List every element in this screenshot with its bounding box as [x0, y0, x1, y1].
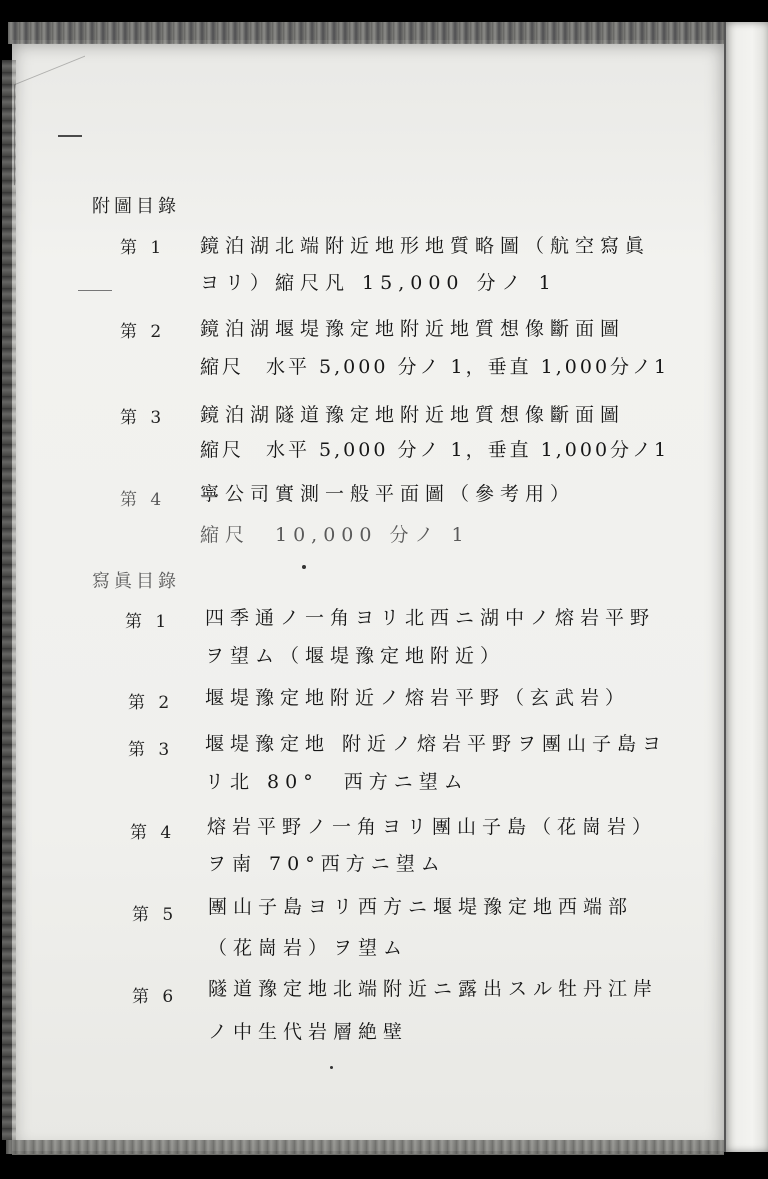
photo-number: 第 2 — [128, 693, 174, 713]
photo-number: 第 4 — [130, 823, 176, 843]
figure-number: 第 3 — [120, 408, 166, 428]
photo-number: 第 1 — [125, 612, 171, 632]
figure-title-line: 鏡泊湖堰堤豫定地附近地質想像斷面圖 — [200, 318, 626, 340]
figure-title-line: 鏡泊湖隧道豫定地附近地質想像斷面圖 — [200, 404, 626, 426]
photo-caption-line: ヲ南 70°西方ニ望ム — [207, 853, 446, 875]
photo-caption-line: ヲ望ム（堰堤豫定地附近） — [205, 645, 506, 667]
photo-caption-line: 堰堤豫定地 附近ノ熔岩平野ヲ團山子島ヨ — [205, 733, 668, 755]
photos-heading: 寫眞目錄 — [92, 571, 180, 592]
photo-caption-line: 四季通ノ一角ヨリ北西ニ湖中ノ熔岩平野 — [205, 607, 656, 629]
margin-dash — [58, 135, 82, 137]
figures-heading: 附圖目錄 — [92, 196, 180, 217]
photo-caption-line: ノ中生代岩層絶壁 — [208, 1021, 409, 1043]
next-page-edge — [724, 22, 768, 1152]
figure-title-line: 鏡泊湖北端附近地形地質略圖（航空寫眞 — [200, 235, 651, 257]
figure-title-line: 縮尺 水平 5,000 分ノ 1，垂直 1,000分ノ1 — [200, 439, 670, 461]
figure-title-line: 縮尺 水平 5,000 分ノ 1，垂直 1,000分ノ1 — [200, 356, 670, 378]
photo-caption-line: （花崗岩）ヲ望ム — [208, 937, 409, 959]
binding-edge — [2, 60, 16, 1140]
figure-title-line: 縮尺 10,000 分ノ 1 — [200, 524, 470, 546]
photo-number: 第 6 — [132, 987, 178, 1007]
photo-caption-line: 團山子島ヨリ西方ニ堰堤豫定地西端部 — [208, 896, 634, 918]
figure-number: 第 1 — [120, 238, 166, 258]
ink-speck — [330, 1066, 333, 1069]
ink-speck — [302, 565, 306, 569]
bottom-edge — [6, 1140, 724, 1154]
figure-number: 第 2 — [120, 322, 166, 342]
top-torn-edge — [8, 22, 724, 44]
photo-caption-line: リ北 80° 西方ニ望ム — [205, 771, 469, 793]
photo-caption-line: 熔岩平野ノ一角ヨリ團山子島（花崗岩） — [207, 816, 658, 838]
photo-caption-line: 隧道豫定地北端附近ニ露出スル牡丹江岸 — [208, 978, 659, 1000]
photo-number: 第 3 — [128, 740, 174, 760]
margin-dash — [78, 290, 112, 291]
figure-number: 第 4 — [120, 490, 166, 510]
figure-title-line: ヨリ）縮尺凡 15,000 分ノ 1 — [200, 272, 557, 294]
figure-title-line: 寧公司實測一般平面圖（參考用） — [200, 483, 576, 505]
photo-caption-line: 堰堤豫定地附近ノ熔岩平野（玄武岩） — [205, 687, 631, 709]
photo-number: 第 5 — [132, 905, 178, 925]
